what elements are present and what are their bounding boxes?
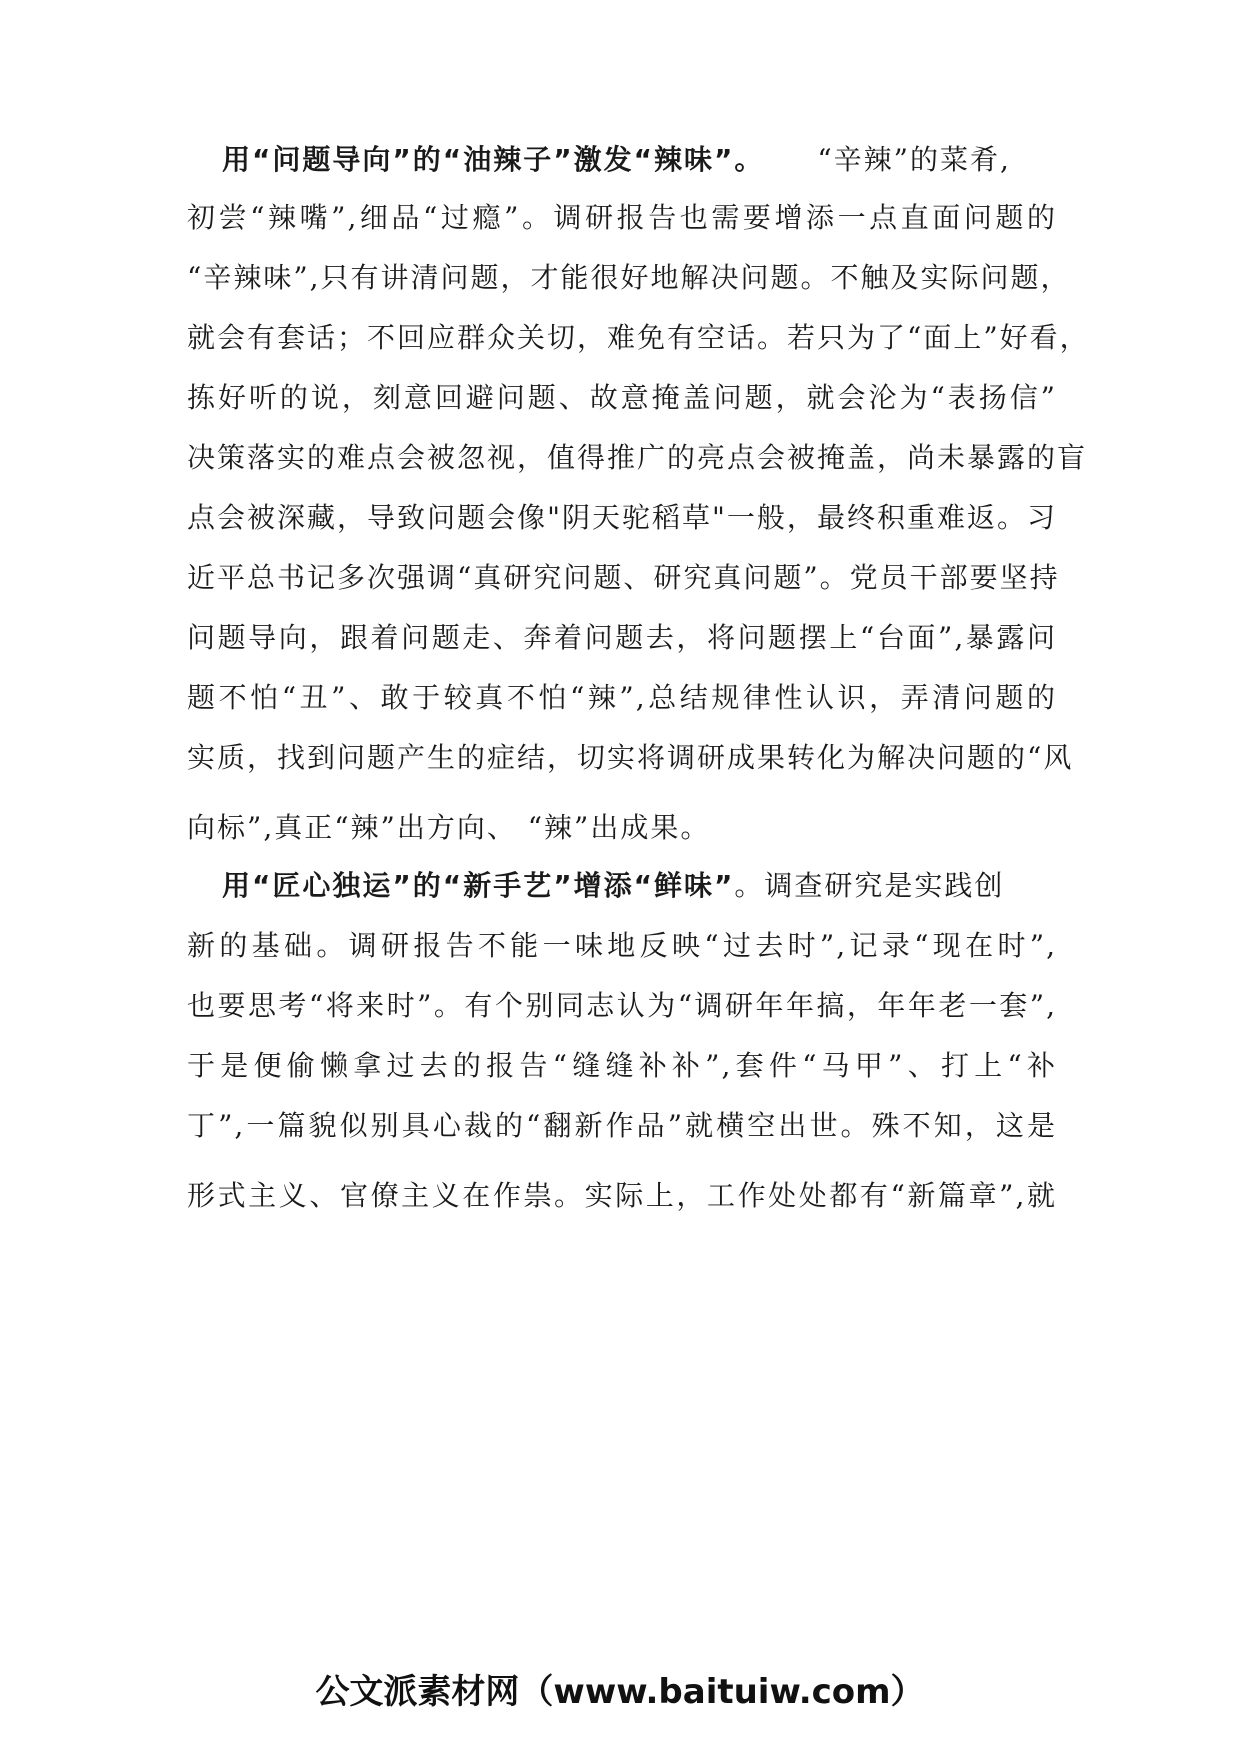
paragraph-1-line: 初尝“辣嘴”,细品“过瘾”。调研报告也需要增添一点直面问题的 [187, 201, 1057, 234]
paragraph-1-line: 就会有套话；不回应群众关切，难免有空话。若只为了“面上”好看， [187, 321, 1090, 354]
paragraph-1-heading: 用“问题导向”的“油辣子”激发“辣味”。 [222, 143, 765, 176]
paragraph-2-line: 新的基础。调研报告不能一味地反映“过去时”,记录“现在时”, [187, 929, 1057, 962]
paragraph-2-heading: 用“匠心独运”的“新手艺”增添“鲜味” [222, 869, 735, 902]
paragraph-1-line: 实质，找到问题产生的症结，切实将调研成果转化为解决问题的“风 [187, 741, 1074, 774]
paragraph-2-first-line [187, 866, 1057, 906]
paragraph-2-line: 于是便偷懒拿过去的报告“缝缝补补”,套件“马甲”、打上“补 [187, 1049, 1057, 1082]
paragraph-2-line: 也要思考“将来时”。有个别同志认为“调研年年搞，年年老一套”, [187, 989, 1057, 1022]
paragraph-1-line: 题不怕“丑”、敢于较真不怕“辣”,总结规律性认识，弄清问题的 [187, 681, 1057, 714]
paragraph-1-line: 点会被深藏，导致问题会像"阴天驼稻草"一般，最终积重难返。习 [187, 501, 1057, 534]
paragraph-2-lead: 。调查研究是实践创 [734, 869, 1005, 902]
paragraph-1-line: 拣好听的说，刻意回避问题、故意掩盖问题，就会沦为“表扬信” [187, 381, 1057, 414]
paragraph-1-last-line: 向标”,真正“辣”出方向、 “辣”出成果。 [187, 811, 711, 844]
footer-watermark: 公文派素材网（www.baituiw.com） [315, 1672, 925, 1712]
paragraph-1-line: 问题导向，跟着问题走、奔着问题去，将问题摆上“台面”,暴露问 [187, 621, 1057, 654]
paragraph-2-line: 形式主义、官僚主义在作祟。实际上，工作处处都有“新篇章”,就 [187, 1179, 1057, 1212]
paragraph-1-lead: “辛辣”的菜肴, [817, 143, 1011, 176]
paragraph-2-line: 丁”,一篇貌似别具心裁的“翻新作品”就横空出世。殊不知，这是 [187, 1109, 1057, 1142]
paragraph-1-line: 决策落实的难点会被忽视，值得推广的亮点会被掩盖，尚未暴露的盲 [187, 441, 1088, 474]
paragraph-1-first-line [187, 140, 1057, 180]
paragraph-1-line: 近平总书记多次强调“真研究问题、研究真问题”。党员干部要坚持 [187, 561, 1060, 594]
paragraph-1-line: “辛辣味”,只有讲清问题，才能很好地解决问题。不触及实际问题， [187, 261, 1071, 294]
